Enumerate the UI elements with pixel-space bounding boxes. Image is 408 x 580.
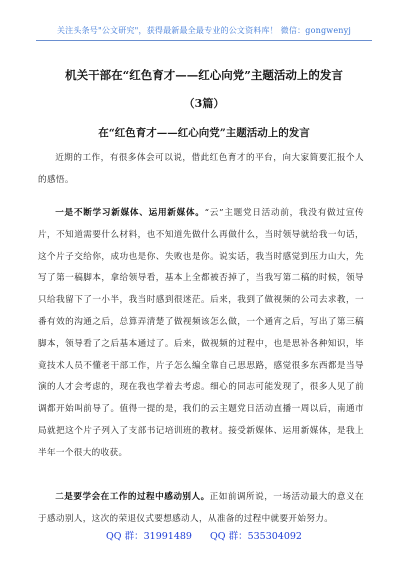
paragraph-1	[38, 148, 364, 192]
footer-qq-group-2: QQ 群：535304092	[209, 531, 302, 542]
footer-qq-group-1: QQ 群：31991489	[106, 531, 192, 542]
paragraph-2	[38, 203, 364, 465]
footer-contacts	[0, 531, 408, 543]
paragraph-1-text: 近期的工作，有很多体会可以说，借此红色育才的平台，向大家简要汇报个人的感悟。	[38, 153, 364, 185]
paragraph-3-text: 正如前调所说，一场活动最大的意义在于感动别人，这次的荣退仪式要想感动人，从准备的过程中就要开始努力。	[38, 492, 365, 524]
section-heading: 在“红色育才——红心向党”主题活动上的发言	[98, 127, 310, 139]
header-banner: 关注头条号"公文研究"，获得最新最全最专业的公文资料库！ 微信：gongwenyj	[56, 26, 352, 35]
paragraph-3	[38, 487, 364, 531]
paragraph-3-lead: 二是要学会在工作的过程中感动别人。	[55, 492, 210, 502]
paragraph-2-lead: 一是不断学习新媒体、运用新媒体。	[55, 208, 205, 218]
header-divider	[36, 40, 372, 41]
paragraph-2-text: “云”主题党日活动前，我没有做过宣传片，不知道需要什么材料，也不知道先做什么再做什么，当时领导就给我一句话，这个片子交给你，成功也是你、失败也是你。说实话，我当时感觉到压力山大，先写了第一稿脚本，拿给领导看，基本上全都被否掉了，当我写第二稿的时候，领导只给我留下了一小半，我当时感到很迷茫。后来，我到了做视频的公司去求教，一番有效的沟通之后，总算弄清楚了做视频该怎么做，一个通宵之后，写出了第三稿脚本，领导看了之后基本通过了。后来，做视频的过程中，也是思补各种知识，毕竟技术人员不懂老干部工作，片子怎么编全靠自己思思路，感觉很多东西都是当导演的人才会考虑的，现在我也学着去考虑。细心的同志可能发现了，很多人见了前调都开始叫前导了。值得一提的是，我们的云主题党日活动直播一周以后，南通市局就把这个片子列入了支部书记培训班的教材。接受新媒体、运用新媒体，是我上半年一个很大的收获。	[38, 208, 364, 458]
document-subtitle: （3篇）	[183, 97, 225, 110]
document-title: 机关干部在“红色育才——红心向党”主题活动上的发言	[65, 68, 343, 82]
